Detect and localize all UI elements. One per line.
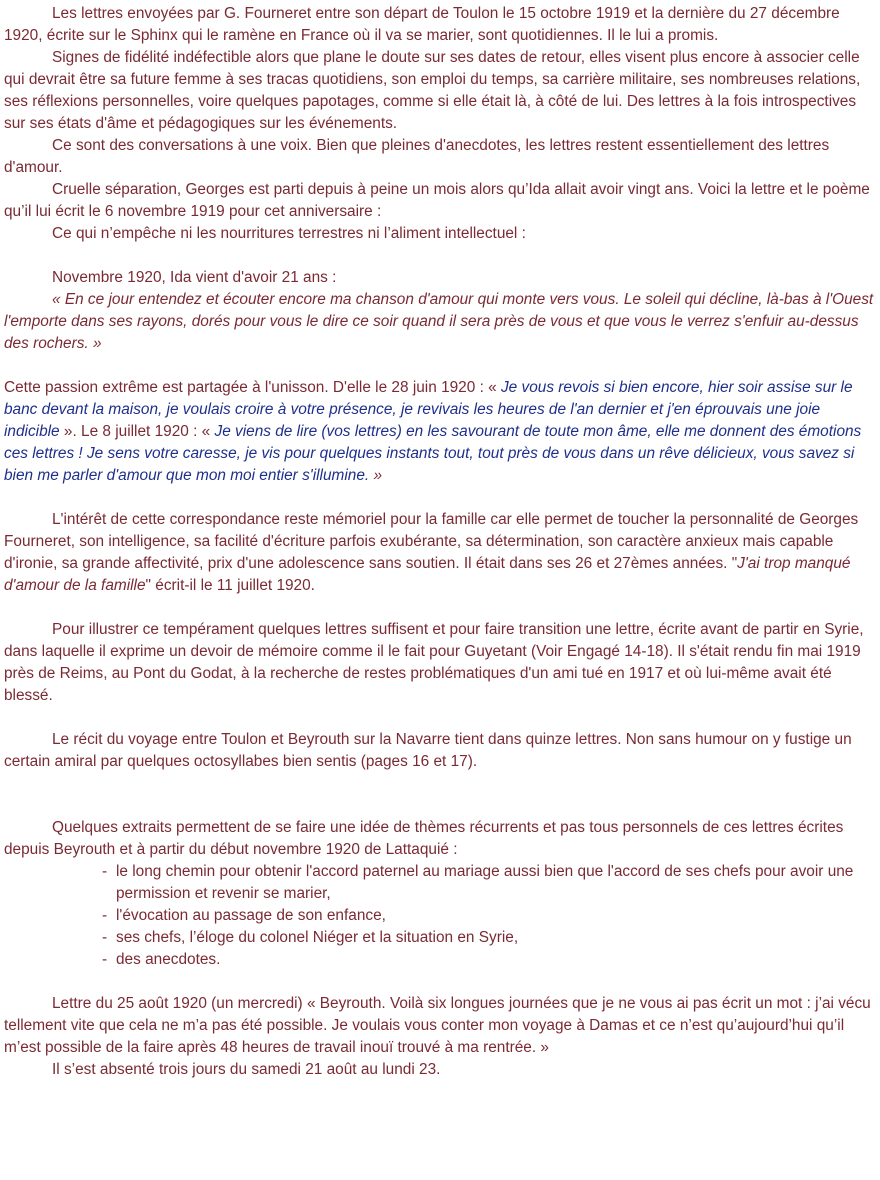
paragraph-extraits: Quelques extraits permettent de se faire une idée de thèmes récurrents et pas tous personnels de ces lettres écrites depuis Beyrouth et à partir du début novembre 1920 de Lattaquié : — [4, 819, 844, 858]
paragraph-fidelity: Signes de fidélité indéfectible alors que plane le doute sur ses dates de retour, elles visent plus encore à associer celle qui devrait être sa future femme à ses tracas quotidiens, son emploi du temps, sa carrière militaire, ses nombreuses relations, ses réflexions personnelles, voire quelques papotages, comme si elle était là, à côté de lui. Des lettres à la fois introspectives sur ses états d'âme et pédagogiques sur les événements. — [4, 49, 861, 132]
quote-manque-amour: J'ai trop manqué d'amour de la famille — [4, 555, 851, 594]
passion-text-3: » — [369, 467, 383, 484]
spacer — [4, 707, 878, 729]
paragraph-intro: Les lettres envoyées par G. Fourneret entre son départ de Toulon le 15 octobre 1919 et la dernière du 27 décembre 1920, écrite sur le Sphinx qui le ramène en France où il va se marier, sont quotidiennes. Il le lui a promis. — [4, 5, 840, 44]
spacer — [4, 245, 878, 267]
list-item-text: ses chefs, l’éloge du colonel Niéger et la situation en Syrie, — [116, 929, 519, 946]
spacer — [4, 773, 878, 817]
spacer — [4, 597, 878, 619]
paragraph-passion — [4, 377, 878, 487]
list-item — [4, 927, 878, 949]
list-item — [4, 949, 878, 971]
paragraph-nourritures: Ce qui n’empêche ni les nourritures terrestres ni l’aliment intellectuel : — [52, 225, 526, 242]
list-item — [4, 861, 878, 905]
paragraph-absence: Il s’est absenté trois jours du samedi 21 août au lundi 23. — [52, 1061, 441, 1078]
paragraph-separation: Cruelle séparation, Georges est parti depuis à peine un mois alors qu’Ida allait avoir vingt ans. Voici la lettre et le poème qu’il lui écrit le 6 novembre 1919 pour cet anniversaire : — [4, 181, 870, 220]
themes-list — [4, 861, 878, 971]
paragraph-voyage: Le récit du voyage entre Toulon et Beyrouth sur la Navarre tient dans quinze lettres. Non sans humour on y fustige un certain amiral par quelques octosyllabes bien sentis (pages 16 et 17). — [4, 731, 852, 770]
spacer — [4, 487, 878, 509]
paragraph-conversations: Ce sont des conversations à une voix. Bien que pleines d'anecdotes, les lettres restent essentiellement des lettres d'amour. — [4, 137, 830, 176]
list-item — [4, 905, 878, 927]
dash-marker: - — [102, 929, 108, 946]
interet-text-2: " écrit-il le 11 juillet 1920. — [145, 577, 315, 594]
list-item-text: le long chemin pour obtenir l'accord paternel au mariage aussi bien que l'accord de ses chefs pour avoir une permission et revenir se marier, — [116, 863, 854, 902]
dash-marker: - — [102, 907, 108, 924]
quote-ida-8-juillet: Je viens de lire (vos lettres) en les savourant de toute mon âme, elle me donnent des émotions ces lettres ! Je sens votre caresse, je vis pour quelques instants tout, tout près de vous dans un rêve délicieux, vous savez si bien me parler d'amour que mon moi entier s'illumine. — [4, 423, 862, 484]
document-body — [4, 3, 878, 1081]
paragraph-lettre-25-aout: Lettre du 25 août 1920 (un mercredi) « Beyrouth. Voilà six longues journées que je ne vous ai pas écrit un mot : j’ai vécu tellement vite que cela ne m’a pas été possible. Je voulais vous conter mon voyage à Damas et ce n’est qu’aujourd’hui qu’il m’est possible de la faire après 48 heures de travail inouï trouvé à ma rentrée. » — [4, 995, 871, 1056]
paragraph-temperament: Pour illustrer ce tempérament quelques lettres suffisent et pour faire transition une lettre, écrite avant de partir en Syrie, dans laquelle il exprime un devoir de mémoire comme il le fait pour Guyetant (Voir Engagé 14-18). Il s'était rendu fin mai 1919 près de Reims, au Pont du Godat, à la recherche de restes problématiques d'un ami tué en 1917 et où lui-même avait été blessé. — [4, 621, 864, 704]
quote-ida-28-juin: Je vous revois si bien encore, hier soir assise sur le banc devant la maison, je voulais croire à votre présence, je revivais les heures de l'an dernier et j'en éprouvais une joie indicible — [4, 379, 853, 440]
spacer — [4, 971, 878, 993]
dash-marker: - — [102, 863, 108, 880]
spacer — [4, 355, 878, 377]
interet-text: L'intérêt de cette correspondance reste mémoriel pour la famille car elle permet de toucher la personnalité de Georges Fourneret, son intelligence, sa facilité d'écriture parfois exubérante, sa détermination, son caractère anxieux mais capable d'ironie, sa grande affectivité, prix d'une adolescence sans soutien. Il était dans ses 26 et 27èmes années. " — [4, 511, 859, 572]
list-item-text: des anecdotes. — [116, 951, 221, 968]
list-item-text: l'évocation au passage de son enfance, — [116, 907, 386, 924]
dash-marker: - — [102, 951, 108, 968]
paragraph-novembre-1920: Novembre 1920, Ida vient d'avoir 21 ans : — [52, 269, 337, 286]
paragraph-interet — [4, 509, 878, 597]
quote-chanson-amour: « En ce jour entendez et écouter encore ma chanson d'amour qui monte vers vous. Le soleil qui décline, là-bas à l'Ouest l'emporte dans ses rayons, dorés pour vous le dire ce soir quand il sera près de vous et que vous le verrez s'enfuir au-dessus des rochers. » — [4, 291, 874, 352]
passion-text-2: ». Le 8 juillet 1920 : « — [59, 423, 215, 440]
passion-text: Cette passion extrême est partagée à l'unisson. D'elle le 28 juin 1920 : « — [4, 379, 501, 396]
